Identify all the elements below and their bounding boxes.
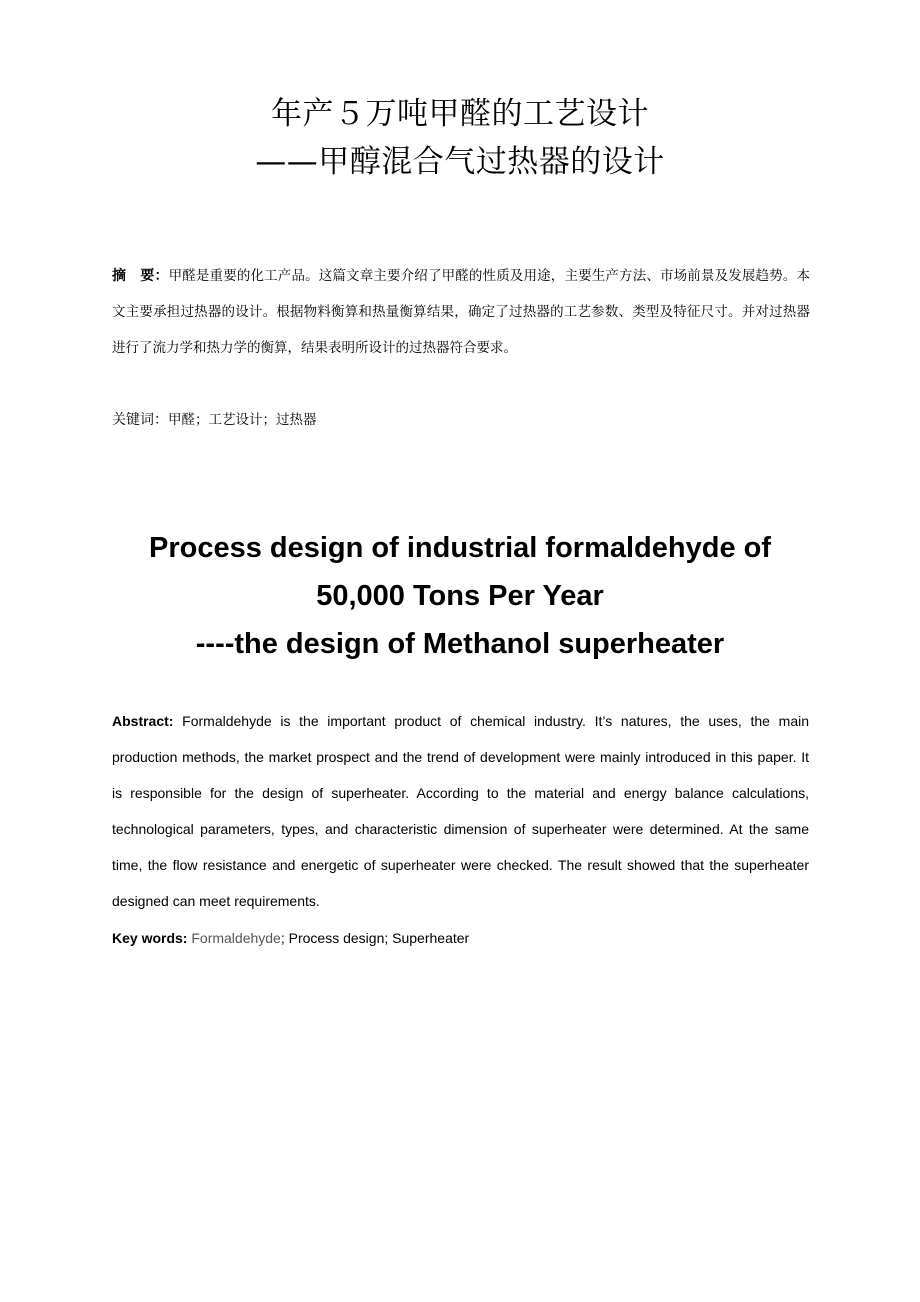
chinese-abstract <box>112 258 810 366</box>
english-title-line3: ----the design of Methanol superheater <box>195 628 725 660</box>
chinese-keywords-text: 甲醛；工艺设计；过热器 <box>168 412 317 428</box>
english-keywords-rest: ; Process design; Superheater <box>280 930 470 946</box>
chinese-title-line1: 年产５万吨甲醛的工艺设计 <box>271 96 649 132</box>
english-title-line1: Process design of industrial formaldehyde of <box>148 532 771 564</box>
english-title-line2: 50,000 Tons Per Year <box>316 580 604 612</box>
english-abstract-text: Formaldehyde is the important product of chemical industry. It’s natures, the uses, the main production methods, the market prospect and the trend of development were mainly introduced in this paper. It is responsible for the design of superheater. According to the material and energy balance calculations, technological parameters, types, and characteristic dimension of superheater were determined. At the same time, the flow resistance and energetic of superheater were checked. The result showed that the superheater designed can meet requirements. <box>112 713 809 909</box>
chinese-keywords <box>112 402 810 438</box>
english-abstract-label: Abstract: <box>112 713 174 729</box>
english-keywords <box>112 920 809 956</box>
english-keywords-label: Key words: <box>112 930 188 946</box>
chinese-keywords-label: 关键词： <box>112 412 168 428</box>
chinese-abstract-label: 摘 要： <box>112 268 169 284</box>
english-keyword-formaldehyde: Formaldehyde <box>187 930 281 946</box>
english-abstract <box>112 703 809 919</box>
chinese-title-line2: ——甲醇混合气过热器的设计 <box>255 144 665 180</box>
chinese-abstract-text: 甲醛是重要的化工产品。这篇文章主要介绍了甲醛的性质及用途，主要生产方法、市场前景及发展趋势。本文主要承担过热器的设计。根据物料衡算和热量衡算结果，确定了过热器的工艺参数、类型及特征尺寸。并对过热器进行了流力学和热力学的衡算，结果表明所设计的过热器符合要求。 <box>112 268 811 356</box>
